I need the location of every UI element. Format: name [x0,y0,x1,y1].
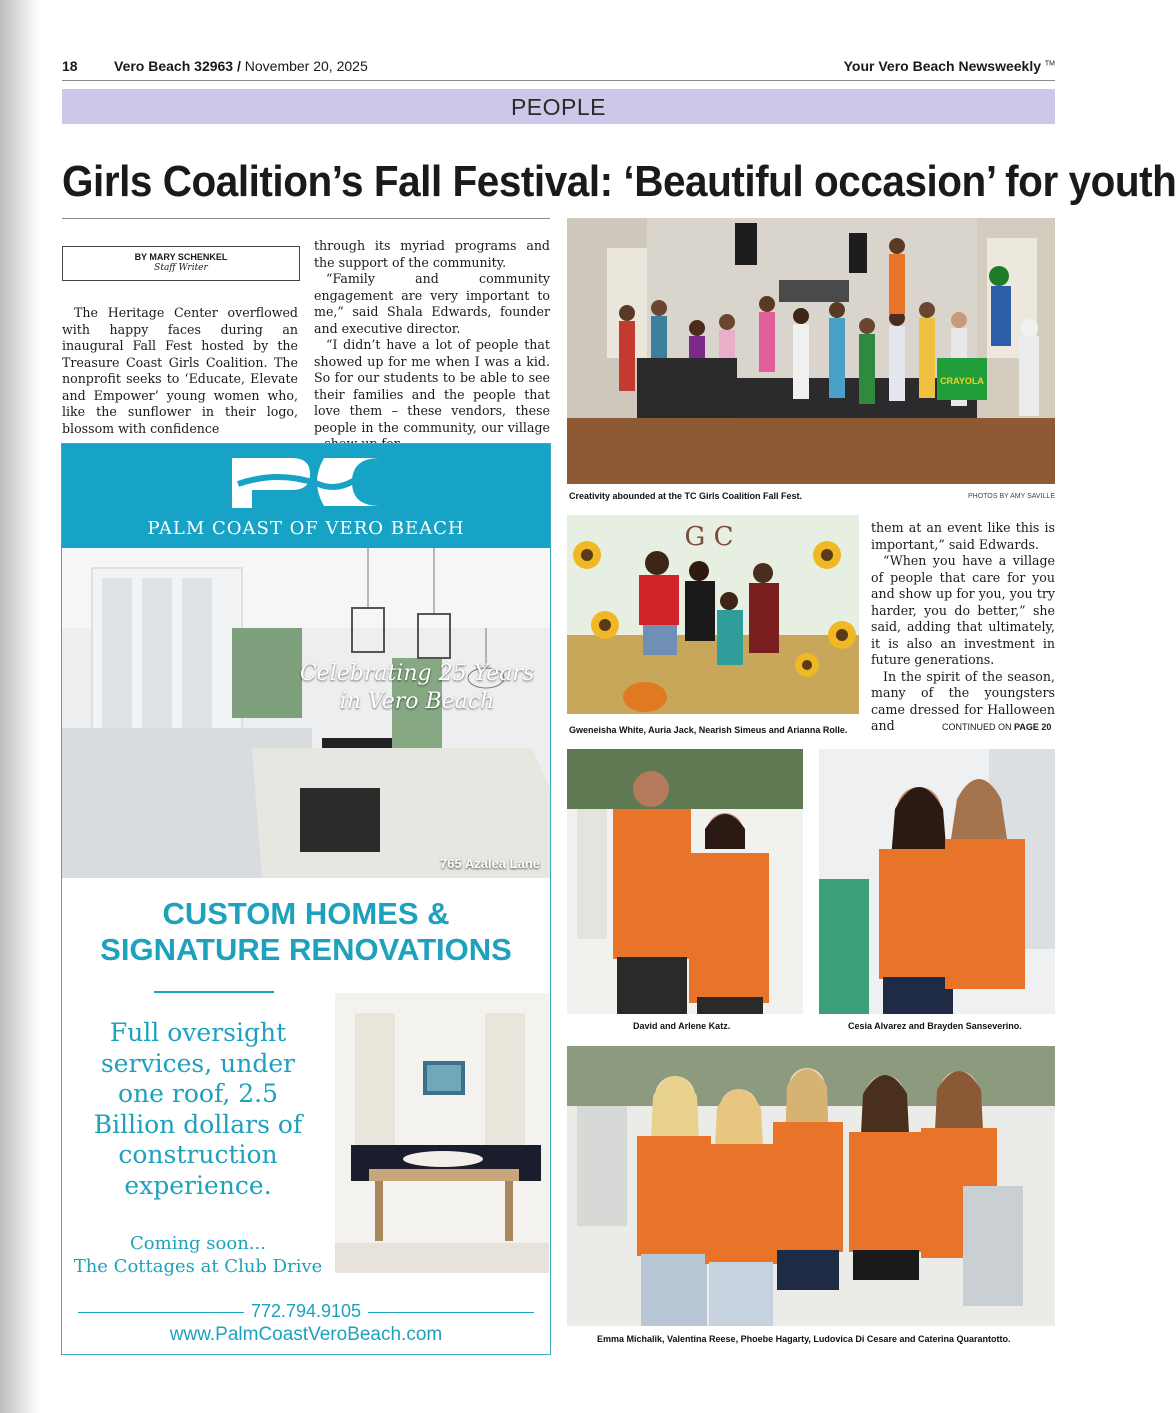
logo-text: PC [62,444,64,445]
byline [62,246,300,281]
pair-photo [819,749,1055,1014]
group-photo [567,218,1055,484]
living-room-photo-art [335,993,549,1273]
page-spine-shadow [0,0,40,1413]
publication-dateline [114,58,368,78]
publication-tagline [844,58,1055,78]
ad-body-line: one roof, 2.5 [118,1079,278,1108]
ad-body-line: Full oversight [109,1018,287,1047]
page-number: 18 [62,58,78,74]
ad-body-copy [74,1018,322,1201]
ad-body-line: services, under [100,1048,296,1078]
tagline-text: Your Vero Beach Newsweekly [843,58,1041,74]
ad-company-name: PALM COAST OF VERO BEACH [147,518,465,539]
sunflower-photo [567,515,859,714]
ad-website[interactable]: www.PalmCoastVeroBeach.com [169,1324,443,1345]
palm-coast-logo [62,444,550,514]
ad-soon-line1: Coming soon... [130,1233,266,1254]
article-paragraph: them at an event like this is important,” said Edwards. [871,520,1055,552]
ad-body-line: construction [118,1140,278,1169]
five-volunteers-photo [567,1046,1055,1326]
ad-phone: 772.794.9105 [250,1301,362,1321]
article-column-1 [62,305,298,436]
katz-photo-caption: David and Arlene Katz. [633,1021,731,1031]
issue-date: November 20, 2025 [244,58,368,74]
ad-body-line: Billion dollars of [93,1109,303,1139]
sunflower-photo-art [567,515,859,714]
headline-rule [62,218,550,219]
article-paragraph: “When you have a village of people that care for you and show up for you, you try harder, you do better,” she said, adding that ultimately, it is also an investment in future generations. [871,553,1055,667]
article-paragraph: The Heritage Center overflowed with happy faces during an inaugural Fall Fest hosted by the Treasure Coast Girls Coalition. The nonprofit seeks to ‘Educate, Elevate and Empower’ young women who, like the sunflower in their logo, blossom with confidence [62,305,298,436]
group-photo-art [567,218,1055,484]
katz-photo-art [567,749,803,1014]
crayola-sign: CRAYOLA [940,376,984,386]
ad-heading-line1: CUSTOM HOMES & [162,896,450,931]
article-paragraph: through its myriad programs and the support of the community. [314,238,550,270]
palm-coast-advertisement [61,443,551,1355]
five-photo-art [567,1046,1055,1326]
byline-role: Staff Writer [154,263,208,273]
publication-name: Vero Beach 32963 / [114,58,241,74]
article-column-2 [314,238,550,435]
ad-address: 765 Azalea Lane [440,856,540,871]
pair-photo-art [819,749,1055,1014]
katz-photo [567,749,803,1014]
byline-author: BY MARY SCHENKEL [134,252,228,262]
headline: Girls Coalition’s Fall Festival: ‘Beautiful occasion’ for youth [62,157,1176,206]
photo-credit: PHOTOS BY AMY SAVILLE [967,493,1055,500]
article-paragraph: “I didn’t have a lot of people that showed up for me when I was a kid. So for our students to be able to see their families and the people that love them – these vendors, these people in the community, our village [314,337,550,435]
ad-divider [154,991,274,993]
sunflower-photo-caption: Gweneisha White, Auria Jack, Nearish Simeus and Arianna Rolle. [569,725,848,735]
ad-script-line1: Celebrating 25 Years [299,661,535,686]
article-paragraph: “Family and community engagement are very important to me,” said Shala Edwards, founder and executive director. [314,271,550,336]
ad-heading-line2: SIGNATURE RENOVATIONS [100,932,512,967]
five-photo-caption: Emma Michalik, Valentina Reese, Phoebe Hagarty, Ludovica Di Cesare and Caterina Quarantotto. [597,1334,1011,1344]
trademark: TM [1044,60,1055,68]
ad-soon-line2: The Cottages at Club Drive [73,1256,323,1277]
continued-prefix: CONTINUED ON [942,722,1012,732]
ad-coming-soon [62,1232,334,1278]
header-rule [62,80,1055,81]
backdrop-letters: G C [684,522,734,552]
section-band: PEOPLE [62,89,1055,124]
article-paragraph: In the spirit of the season, many of the youngsters came dressed for Halloween and [871,668,1055,733]
group-photo-caption: Creativity abounded at the TC Girls Coalition Fall Fest. [569,491,803,501]
living-room-photo [335,993,549,1273]
ad-header [62,444,550,548]
ad-script-line2: in Vero Beach [339,689,495,714]
continued-page: PAGE 20 [1014,722,1052,732]
kitchen-photo [62,548,550,878]
ad-anniversary-script [282,660,552,716]
continued-line [942,722,1051,732]
pair-photo-caption: Cesia Alvarez and Brayden Sanseverino. [848,1021,1022,1031]
ad-body-line: experience. [124,1170,272,1200]
